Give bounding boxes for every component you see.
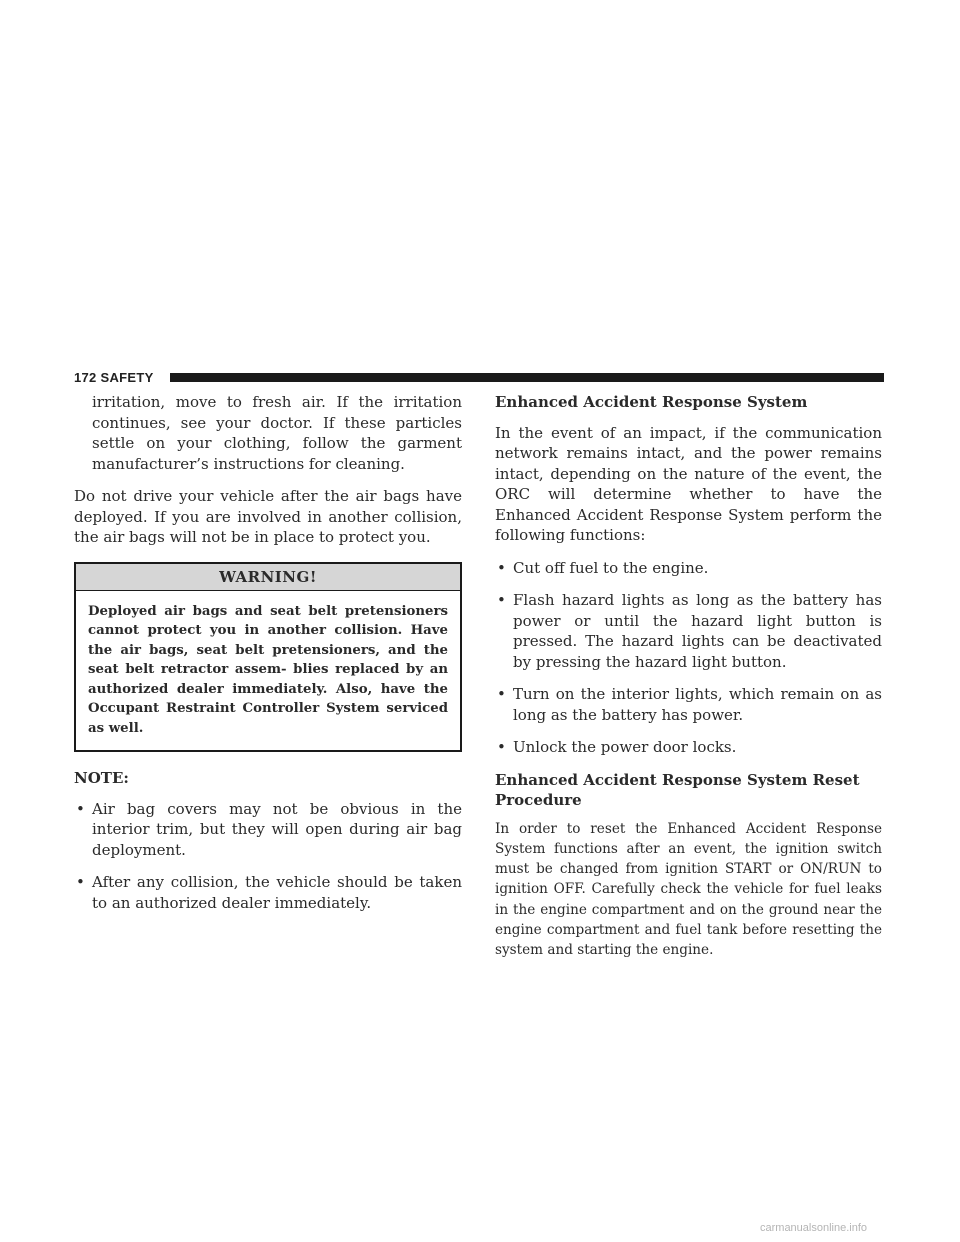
reset-heading-line2: Procedure <box>495 791 582 809</box>
note-text: After any collision, the vehicle should be taken to an authorized dealer immediately. <box>92 873 462 912</box>
function-text: Unlock the power door locks. <box>513 738 737 756</box>
page-number-section: 172 SAFETY <box>74 370 154 385</box>
note-label: NOTE: <box>74 769 129 787</box>
section-heading-reset <box>495 770 882 811</box>
ears-intro-paragraph: In the event of an impact, if the communication network remains intact, and the power remains intact, depending on the nature of the event, the ORC will determine whether to have the Enhanced Accident Response System perform the following functions: <box>495 423 882 544</box>
right-column <box>495 392 882 973</box>
page-header <box>74 370 884 386</box>
list-item <box>74 799 462 861</box>
function-text: Flash hazard lights as long as the battery has power or until the hazard light button is pressed. The hazard lights can be deactivated by pressing the hazard light button. <box>513 591 882 671</box>
bullet-icon: • <box>497 558 506 577</box>
list-item <box>495 684 882 725</box>
note-text: Air bag covers may not be obvious in the interior trim, but they will open during air bag deployment. <box>92 799 462 859</box>
deployed-paragraph: Do not drive your vehicle after the air bags have deployed. If you are involved in another collision, the air bags will not be in place to protect you. <box>74 487 462 546</box>
bullet-icon: • <box>76 799 85 818</box>
function-list <box>495 558 882 758</box>
list-item <box>495 590 882 672</box>
header-rule <box>170 373 884 382</box>
list-item <box>495 558 882 579</box>
continued-paragraph: irritation, move to fresh air. If the irritation continues, see your doctor. If these particles settle on your clothing, follow the garment manufacturer’s instructions for cleaning. <box>92 393 462 473</box>
bullet-icon: • <box>497 685 506 703</box>
warning-box <box>74 562 462 753</box>
note-list <box>74 799 462 914</box>
function-text: Cut off fuel to the engine. <box>513 558 709 577</box>
bullet-icon: • <box>497 591 506 609</box>
bullet-icon: • <box>76 873 85 891</box>
left-column <box>74 392 462 925</box>
bullet-icon: • <box>497 738 506 756</box>
reset-paragraph: In order to reset the Enhanced Accident Response System functions after an event, the ignition switch must be changed from ignition START or ON/RUN to ignition OFF. Carefully check the vehicle for fuel leaks in the engine compartment and on the ground near the engine compartment and fuel tank before resetting the system and starting the engine. <box>495 820 882 959</box>
watermark: carmanualsonline.info <box>760 1222 868 1234</box>
reset-heading-line1: Enhanced Accident Response System Reset <box>495 770 860 789</box>
warning-body: Deployed air bags and seat belt pretensioners cannot protect you in another collision. Have the air bags, seat belt pretensioners, and the seat belt retractor assem- blies replaced by an authorized dealer immediately. Also, have the Occupant Restraint Controller System serviced as well. <box>88 603 448 736</box>
list-item <box>495 737 882 758</box>
section-heading-ears: Enhanced Accident Response System <box>495 393 808 411</box>
warning-title: WARNING! <box>76 564 460 591</box>
function-text: Turn on the interior lights, which remain on as long as the battery has power. <box>513 685 882 724</box>
list-item <box>74 872 462 913</box>
